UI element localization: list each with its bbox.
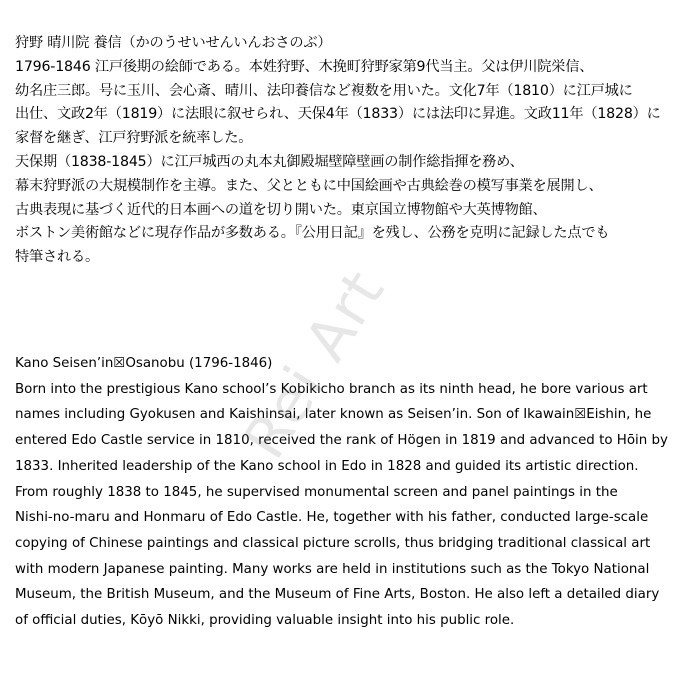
english-biography bbox=[15, 351, 695, 634]
english-line-7: copying of Chinese paintings and classical picture scrolls, thus bridging traditional classical art bbox=[15, 535, 651, 551]
japanese-line-5: 天保期（1838-1845）に江戸城西の丸本丸御殿堀壁障壁画の制作総指揮を務め、 bbox=[15, 153, 524, 170]
english-line-10: of official duties, Kōyō Nikki, providing valuable insight into his public role. bbox=[15, 613, 515, 629]
watermark: Rei Art bbox=[230, 257, 399, 471]
japanese-line-6: 幕末狩野派の大規模制作を主導。また、父とともに中国絵画や古典絵巻の模写事業を展開し、 bbox=[15, 177, 603, 194]
english-line-2: names including Gyokusen and Kaishinsai, later known as Seisen’in. Son of Ikawain☒Eishin, he bbox=[15, 407, 652, 423]
japanese-line-4: 家督を継ぎ、江戸狩野派を統率した。 bbox=[15, 130, 253, 147]
english-line-4: 1833. Inherited leadership of the Kano school in Edo in 1828 and guided its artistic direction. bbox=[15, 458, 639, 474]
english-line-5: From roughly 1838 to 1845, he supervised monumental screen and panel paintings in the bbox=[15, 484, 618, 500]
japanese-biography bbox=[15, 32, 693, 270]
english-line-6: Nishi-no-maru and Honmaru of Edo Castle. He, together with his father, conducted large-scale bbox=[15, 510, 649, 526]
english-line-1: Born into the prestigious Kano school’s Kobikicho branch as its ninth head, he bore various art bbox=[15, 381, 648, 397]
japanese-line-9: 特筆される。 bbox=[15, 249, 99, 266]
japanese-line-7: 古典表現に基づく近代的日本画への道を切り開いた。東京国立博物館や大英博物館、 bbox=[15, 201, 547, 218]
japanese-title: 狩野 晴川院 養信（かのうせいせんいんおさのぶ） bbox=[15, 35, 332, 51]
japanese-line-1: 1796-1846 江戸後期の絵師である。本姓狩野、木挽町狩野家第9代当主。父は伊川院栄信、 bbox=[15, 58, 594, 75]
english-line-3: entered Edo Castle service in 1810, received the rank of Högen in 1819 and advanced to Hōin by bbox=[15, 433, 668, 449]
english-title: Kano Seisen’in☒Osanobu (1796-1846) bbox=[15, 356, 273, 371]
english-line-8: with modern Japanese painting. Many works are held in institutions such as the Tokyo National bbox=[15, 561, 650, 577]
japanese-line-3: 出仕、文政2年（1819）に法眼に叙せられ、天保4年（1833）には法印に昇進。文政11年（1828）に bbox=[15, 106, 661, 123]
english-line-9: Museum, the British Museum, and the Museum of Fine Arts, Boston. He also left a detailed diary bbox=[15, 587, 660, 603]
japanese-line-8: ボストン美術館などに現存作品が多数ある。『公用日記』を残し、公務を克明に記録した点でも bbox=[15, 225, 610, 242]
japanese-line-2: 幼名庄三郎。号に玉川、会心斎、晴川、法印養信など複数を用いた。文化7年（1810）に江戸城に bbox=[15, 82, 633, 99]
